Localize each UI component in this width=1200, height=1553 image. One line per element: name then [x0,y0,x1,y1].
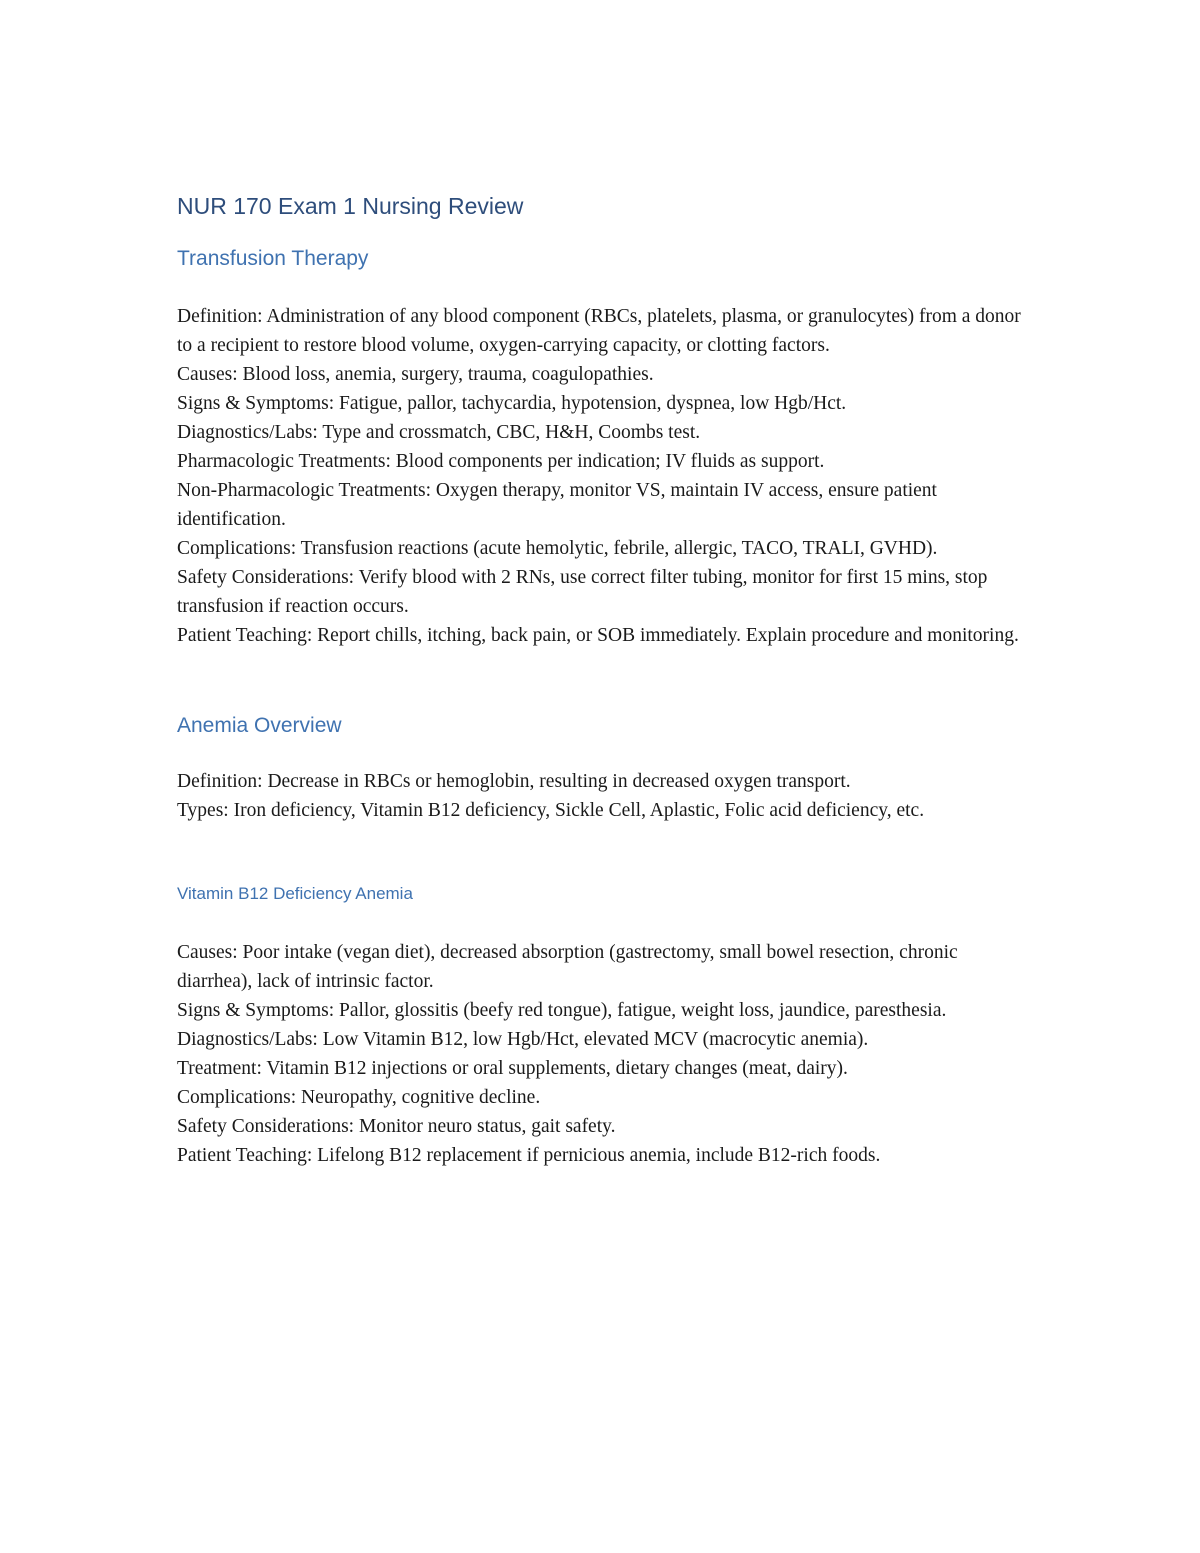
b12-diagnostics: Diagnostics/Labs: Low Vitamin B12, low Hgb/Hct, elevated MCV (macrocytic anemia). [177,1029,869,1050]
b12-patient-teaching: Patient Teaching: Lifelong B12 replacement if pernicious anemia, include B12-rich foods. [177,1145,881,1166]
anemia-body [177,767,1037,825]
transfusion-signs-symptoms: Signs & Symptoms: Fatigue, pallor, tachycardia, hypotension, dyspnea, low Hgb/Hct. [177,393,847,414]
b12-signs-symptoms: Signs & Symptoms: Pallor, glossitis (beefy red tongue), fatigue, weight loss, jaundice, paresthesia. [177,1000,947,1021]
transfusion-complications: Complications: Transfusion reactions (acute hemolytic, febrile, allergic, TACO, TRALI, GVHD). [177,538,938,559]
transfusion-body [177,302,1037,650]
transfusion-patient-teaching: Patient Teaching: Report chills, itching, back pain, or SOB immediately. Explain procedure and monitoring. [177,625,1019,646]
document-title: NUR 170 Exam 1 Nursing Review [177,193,524,219]
transfusion-pharmacologic: Pharmacologic Treatments: Blood components per indication; IV fluids as support. [177,451,825,472]
transfusion-diagnostics: Diagnostics/Labs: Type and crossmatch, CBC, H&H, Coombs test. [177,422,701,443]
heading-anemia-overview: Anemia Overview [177,714,342,737]
anemia-definition: Definition: Decrease in RBCs or hemoglobin, resulting in decreased oxygen transport. [177,771,851,792]
b12-treatment: Treatment: Vitamin B12 injections or oral supplements, dietary changes (meat, dairy). [177,1058,848,1079]
b12-complications: Complications: Neuropathy, cognitive decline. [177,1087,541,1108]
b12-causes: Causes: Poor intake (vegan diet), decreased absorption (gastrectomy, small bowel resection, chronic diarrhea), lack of intrinsic factor. [177,942,958,992]
transfusion-non-pharmacologic: Non-Pharmacologic Treatments: Oxygen therapy, monitor VS, maintain IV access, ensure patient identification. [177,480,937,530]
transfusion-causes: Causes: Blood loss, anemia, surgery, trauma, coagulopathies. [177,364,654,385]
anemia-types: Types: Iron deficiency, Vitamin B12 deficiency, Sickle Cell, Aplastic, Folic acid deficiency, etc. [177,800,925,821]
transfusion-definition: Definition: Administration of any blood component (RBCs, platelets, plasma, or granulocytes) from a donor to a recipient to restore blood volume, oxygen-carrying capacity, or clotting factors. [177,306,1021,356]
b12-body [177,938,1037,1170]
heading-transfusion-therapy: Transfusion Therapy [177,247,369,270]
heading-b12-deficiency: Vitamin B12 Deficiency Anemia [177,884,413,903]
transfusion-safety: Safety Considerations: Verify blood with 2 RNs, use correct filter tubing, monitor for first 15 mins, stop transfusion if reaction occurs. [177,567,988,617]
document-content [177,190,1037,1170]
b12-safety: Safety Considerations: Monitor neuro status, gait safety. [177,1116,616,1137]
